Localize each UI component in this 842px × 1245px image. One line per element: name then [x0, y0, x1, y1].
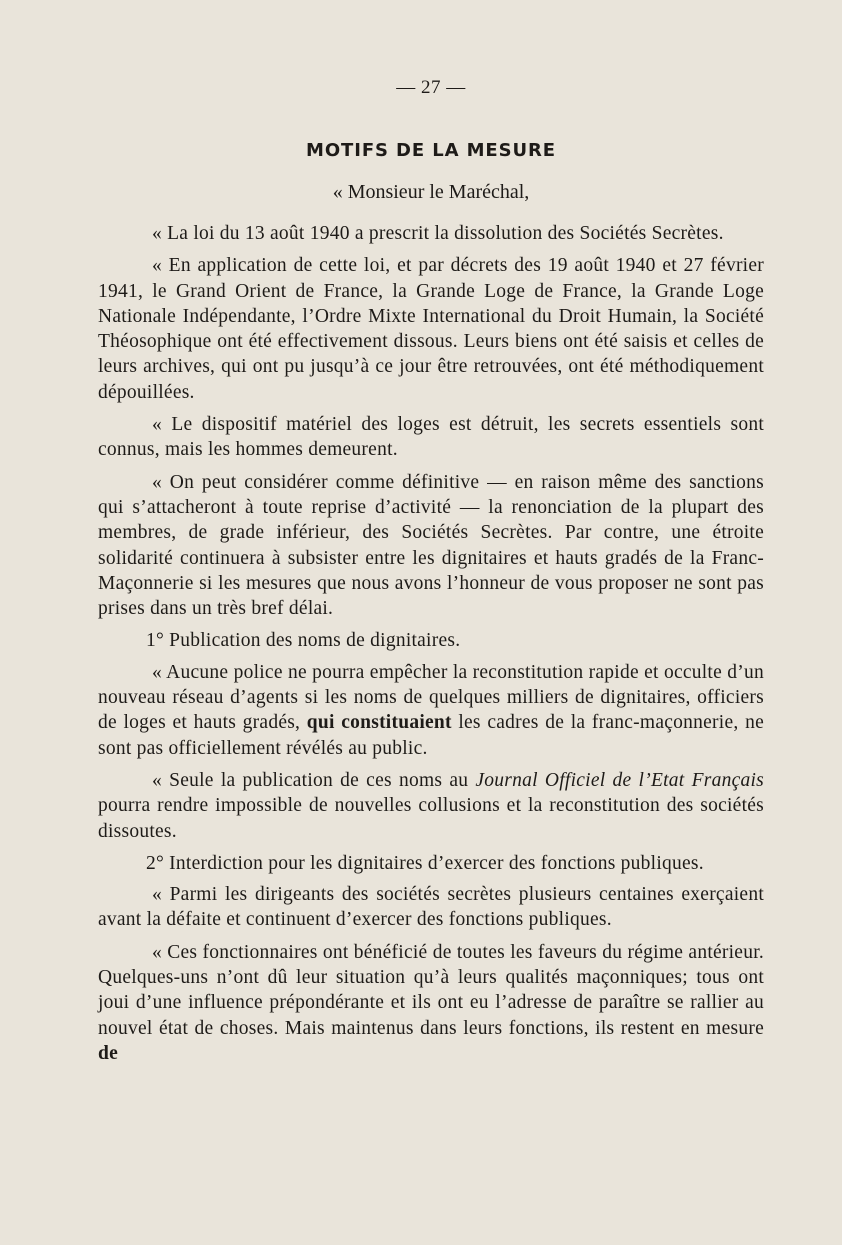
journal-title: Journal Officiel de l’Etat Français — [475, 769, 765, 791]
paragraph-police-text-after: les cadres de la franc-maçonnerie, ne sont pas officiellement révélés au public. — [98, 712, 764, 759]
paragraph-dissolution-law: « La loi du 13 août 1940 a prescrit la dissolution des Sociétés Secrètes. — [152, 223, 724, 244]
paragraph-decrees: « En application de cette loi, et par décrets des 19 août 1940 et 27 février 1941, le Grand Orient de France, la Grande Loge de France, la Grande Loge Nationale Indépendante, l’Ordre Mixte International du Droit Humain, la Société Théosophique ont été effectivement dissous. Leurs biens ont été saisis et celles de leurs archives, qui ont pu jusqu’à ce jour être retrouvées, ont été méthodiquement dépouillées. — [98, 255, 764, 403]
item-heading-publication: 1° Publication des noms de dignitaires. — [146, 630, 461, 652]
salutation: « Monsieur le Maréchal, — [332, 181, 530, 203]
paragraph-journal-text-after: pourra rendre impossible de nouvelles collusions et la reconstitution des sociétés dissoutes. — [98, 795, 764, 842]
paragraph-officials-favors — [98, 940, 764, 1066]
paragraph-police-text-before: « Aucune police ne pourra empêcher la reconstitution rapide et occulte d’un nouveau réseau d’agents si les noms de quelques milliers de dignitaires, officiers de loges et hauts gradés, — [98, 661, 764, 734]
paragraph-officials-text: « Ces fonctionnaires ont bénéficié de toutes les faveurs du régime antérieur. Quelques-uns n’ont dû leur situation qu’à leurs qualités maçonniques; tous ont joui d’une influence prépondérante et ils ont eu l’adresse de paraître se rallier au nouvel état de choses. Mais maintenus dans leurs fonctions, ils restent en mesure — [98, 941, 764, 1039]
paragraph-officials-bold-text: de — [98, 1042, 118, 1064]
page-number: — 27 — — [396, 77, 466, 98]
paragraph-renunciation: « On peut considérer comme définitive — en raison même des sanctions qui s’attacheront à toute reprise d’activité — la renonciation de la plupart des membres, de grade inférieur, des Sociétés Secrètes. Par contre, une étroite solidarité continuera à subsister entre les dignitaires et hauts gradés de la Franc-Maçonnerie si les mesures que nous avons l’honneur de vous proposer ne sont pas prises dans un très bref délai. — [98, 471, 764, 620]
item-heading-prohibition: 2° Interdiction pour les dignitaires d’exercer des fonctions publiques. — [146, 852, 704, 874]
paragraph-lodges-destroyed: « Le dispositif matériel des loges est détruit, les secrets essentiels sont connus, mais les hommes demeurent. — [98, 414, 764, 461]
paragraph-journal-text-before: « Seule la publication de ces noms au — [152, 769, 476, 791]
paragraph-police-bold-text: qui constituaient — [306, 712, 452, 734]
section-title: MOTIFS DE LA MESURE — [306, 140, 556, 161]
paragraph-leaders-public-office: « Parmi les dirigeants des sociétés secrètes plusieurs centaines exerçaient avant la défaite et continuent d’exercer des fonctions publiques. — [98, 884, 764, 931]
paragraph-police — [98, 660, 764, 761]
paragraph-official-journal — [98, 768, 764, 844]
